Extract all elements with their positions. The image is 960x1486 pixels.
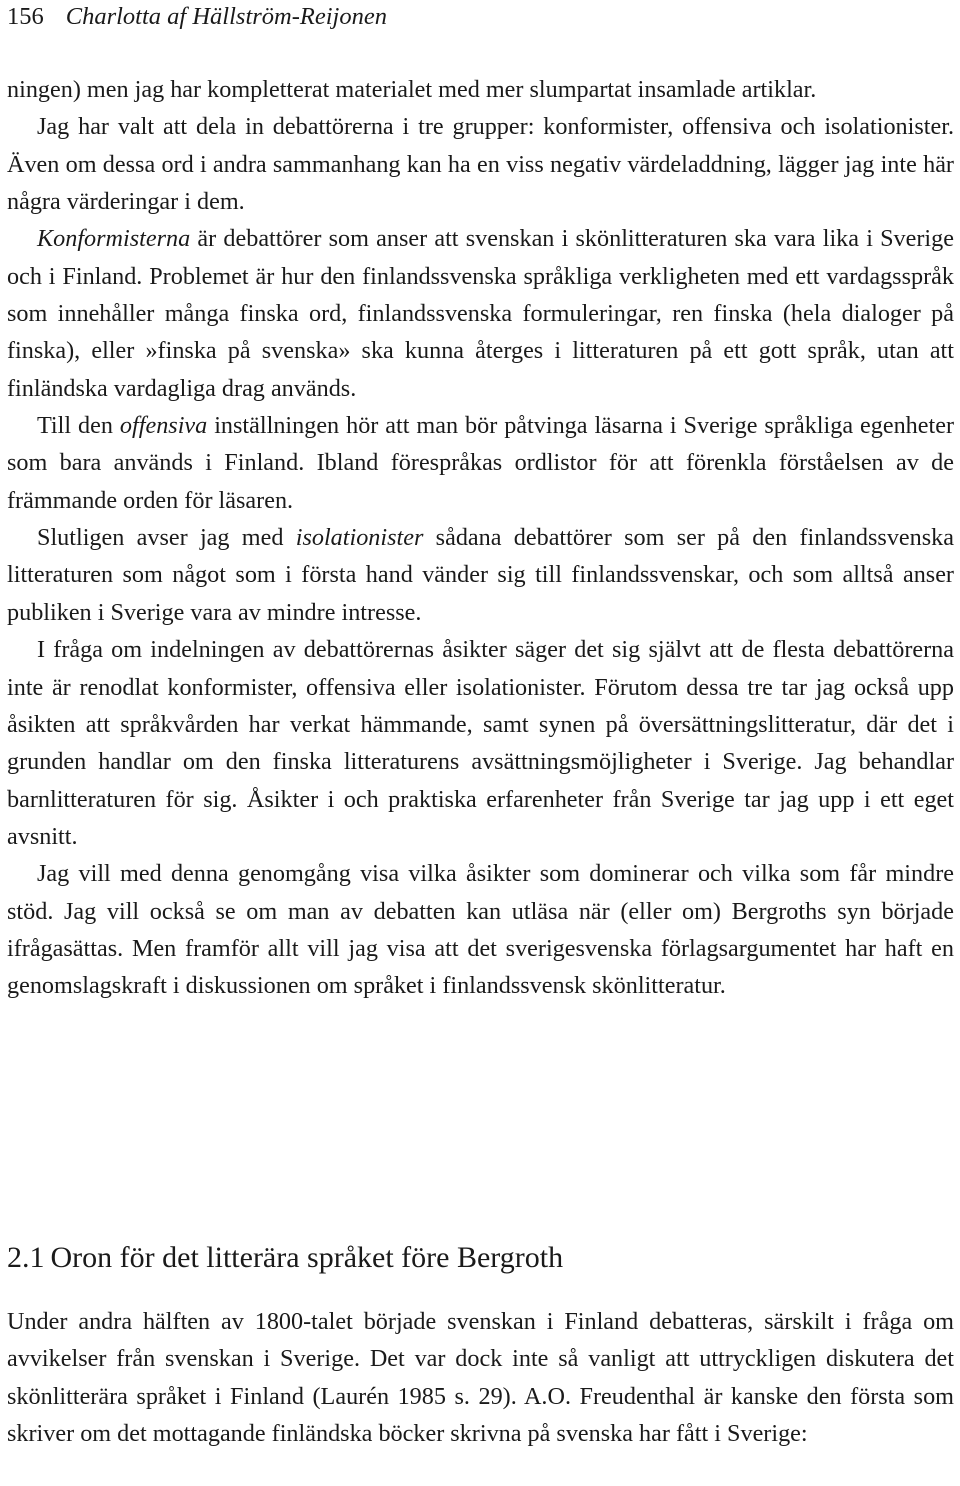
paragraph-indelning: I fråga om indelningen av debattörernas åsikter säger det sig självt att de flesta debattörerna inte är renodlat konformister, offensiva eller isolationister. Förutom dessa tre tar jag också upp åsikten att språkvården har verkat hämmande, samt synen på översättningslitteratur, där det i grunden handlar om den finska litteraturens avsättningsmöjligheter i Sverige. Jag behandlar barnlitteraturen för sig. Åsikter i och praktiska erfarenheter från Sverige tar jag upp i ett eget avsnitt. xyxy=(7,636,954,850)
running-header xyxy=(7,0,387,34)
section-number: 2.1 xyxy=(7,1241,45,1274)
section-paragraph: Under andra hälften av 1800-talet började svenskan i Finland debatteras, särskilt i fråga om avvikelser från svenskan i Sverige. Det var dock inte så vanligt att uttryckligen diskutera det skönlitterära språket i Finland (Laurén 1985 s. 29). A.O. Freudenthal är kanske den första som skriver om det mottagande finländska böcker skrivna på svenska har fått i Sverige: xyxy=(7,1308,954,1448)
section-heading xyxy=(7,1238,954,1278)
paragraph-groups-intro: Jag har valt att dela in debattörerna i tre grupper: konformister, offensiva och isolationister. Även om dessa ord i andra sammanhang kan ha en viss negativ värdeladdning, lägger jag inte här några värderingar i dem. xyxy=(7,113,954,216)
paragraph-text: Slutligen avser jag med xyxy=(37,524,296,552)
term-isolationister: isolationister xyxy=(295,524,424,552)
paragraph-text: är debattörer som anser att svenskan i skönlitteraturen ska vara lika i Sverige och i Finland. Problemet är hur den finlandssvenska språkliga verkligheten med ett vardagsspråk som innehåller många finska ord, finlandssvenska formuleringar, ren finska (hela dialoger på finska), eller »finska på svenska» ska kunna återges i litteraturen på ett gott språk, utan att finländska vardagliga drag används. xyxy=(7,225,954,402)
paragraph-offensiva xyxy=(7,407,954,519)
paragraph-isolationister xyxy=(7,519,954,631)
page-number: 156 xyxy=(7,3,44,30)
paragraph-text: inställningen hör att man bör påtvinga läsarna i Sverige språkliga egenheter som bara används i Finland. Ibland förespråkas ordlistor för att förenkla förståelsen av de främmande orden för läsaren. xyxy=(7,412,955,514)
section-body xyxy=(7,1303,954,1452)
section-title xyxy=(7,1238,954,1278)
term-konformisterna: Konformisterna xyxy=(37,225,191,253)
paragraph-konformister xyxy=(7,220,954,407)
paragraph-text: sådana debattörer som ser på den finlandssvenska litteraturen som något som i första hand vänder sig till finlandssvenskar, och som alltså anser publiken i Sverige vara av mindre intresse. xyxy=(7,524,955,626)
paragraph-continuation: ningen) men jag har kompletterat materialet med mer slumpartat insamlade artiklar. xyxy=(7,76,817,103)
paragraph-syfte: Jag vill med denna genomgång visa vilka åsikter som dominerar och vilka som får mindre stöd. Jag vill också se om man av debatten kan utläsa när (eller om) Bergroths syn började ifrågasättas. Men framför allt vill jag visa att det sverigesvenska förlagsargumentet har haft en genomslagskraft i diskussionen om språket i finlandssvensk skönlitteratur. xyxy=(7,860,954,1000)
running-header-author: Charlotta af Hällström-Reijonen xyxy=(65,3,387,30)
term-offensiva: offensiva xyxy=(119,412,208,440)
body-text xyxy=(7,71,954,1005)
section-title-text: Oron för det litterära språket före Bergroth xyxy=(50,1241,564,1274)
paragraph-text: Till den xyxy=(37,412,120,440)
